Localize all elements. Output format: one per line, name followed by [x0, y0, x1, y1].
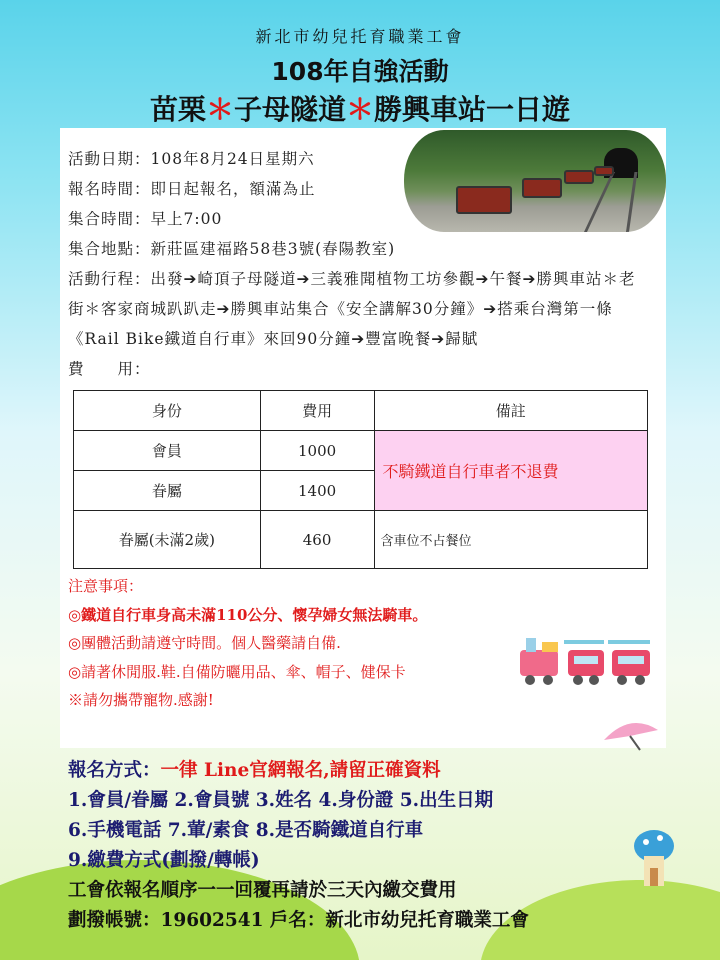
subtitle-part-tunnel: 子母隧道 — [233, 93, 346, 126]
meeting-time: 集合時間：早上7:00 — [68, 210, 223, 228]
subtitle-part-miaoli: 苗栗 — [149, 93, 206, 126]
notes-section — [68, 572, 427, 715]
table-row — [74, 431, 648, 471]
reply-note: 工會依報名順序一一回覆再請於三天內繳交費用 — [68, 880, 457, 901]
required-fields-line: 9.繳費方式(劃撥/轉帳) — [68, 850, 260, 871]
transfer-account: 劃撥帳號：19602541 戶名：新北市幼兒托育職業工會 — [68, 910, 529, 931]
meeting-place: 集合地點：新莊區建福路58巷3號(春陽教室) — [68, 240, 396, 258]
header-fee: 費用 — [260, 391, 374, 431]
method-label: 報名方式： — [68, 760, 161, 781]
fee-label: 費 用： — [68, 360, 151, 378]
note-item: ◎請著休閒服.鞋.自備防曬用品、傘、帽子、健保卡 — [68, 662, 406, 681]
required-fields-line: 1.會員/眷屬 2.會員號 3.姓名 4.身份證 5.出生日期 — [68, 790, 494, 811]
method-value: 一律 Line官網報名,請留正確資料 — [160, 760, 441, 781]
registration-section — [68, 756, 529, 936]
fee-cell: 1000 — [260, 431, 374, 471]
header-identity: 身份 — [74, 391, 261, 431]
fee-cell: 460 — [260, 511, 374, 569]
fee-table — [73, 390, 648, 569]
umbrella-icon — [600, 718, 660, 752]
table-row — [74, 511, 648, 569]
header-note: 備註 — [374, 391, 648, 431]
note-item: ※請勿攜帶寵物.感謝! — [68, 691, 214, 709]
subtitle-star: ＊ — [346, 93, 375, 126]
notes-heading: 注意事項： — [68, 577, 144, 595]
event-subtitle — [0, 88, 720, 128]
activity-date: 活動日期：108年8月24日星期六 — [68, 150, 315, 168]
signup-time: 報名時間：即日起報名，額滿為止 — [68, 180, 316, 198]
train-icon — [516, 628, 656, 688]
no-refund-note: 不騎鐵道自行車者不退費 — [374, 431, 648, 511]
fee-cell: 1400 — [260, 471, 374, 511]
event-info — [68, 144, 648, 384]
note-cell: 含車位不占餐位 — [374, 511, 648, 569]
table-header-row — [74, 391, 648, 431]
required-fields-line: 6.手機電話 7.葷/素食 8.是否騎鐵道自行車 — [68, 820, 424, 841]
identity-cell: 會員 — [74, 431, 261, 471]
note-item: ◎團體活動請遵守時間。個人醫藥請自備. — [68, 634, 341, 652]
identity-cell: 眷屬 — [74, 471, 261, 511]
registration-method — [68, 756, 529, 786]
note-item: ◎鐵道自行車身高未滿110公分、懷孕婦女無法騎車。 — [68, 605, 428, 624]
subtitle-part-station: 勝興車站一日遊 — [374, 93, 571, 126]
mushroom-house-icon — [632, 828, 676, 888]
subtitle-star: ＊ — [205, 93, 234, 126]
event-title: 108年自強活動 — [271, 57, 449, 86]
identity-cell: 眷屬(未滿2歲) — [74, 511, 261, 569]
itinerary: 活動行程：出發➔崎頂子母隧道➔三義雅聞植物工坊參觀➔午餐➔勝興車站＊老街＊客家商城趴趴走➔勝興車站集合《安全講解30分鐘》➔搭乘台灣第一條《Rail Bike鐵道自行車》來回90分鐘➔豐富晚餐➔歸賦 — [68, 270, 636, 348]
union-name-top: 新北市幼兒托育職業工會 — [255, 27, 465, 46]
